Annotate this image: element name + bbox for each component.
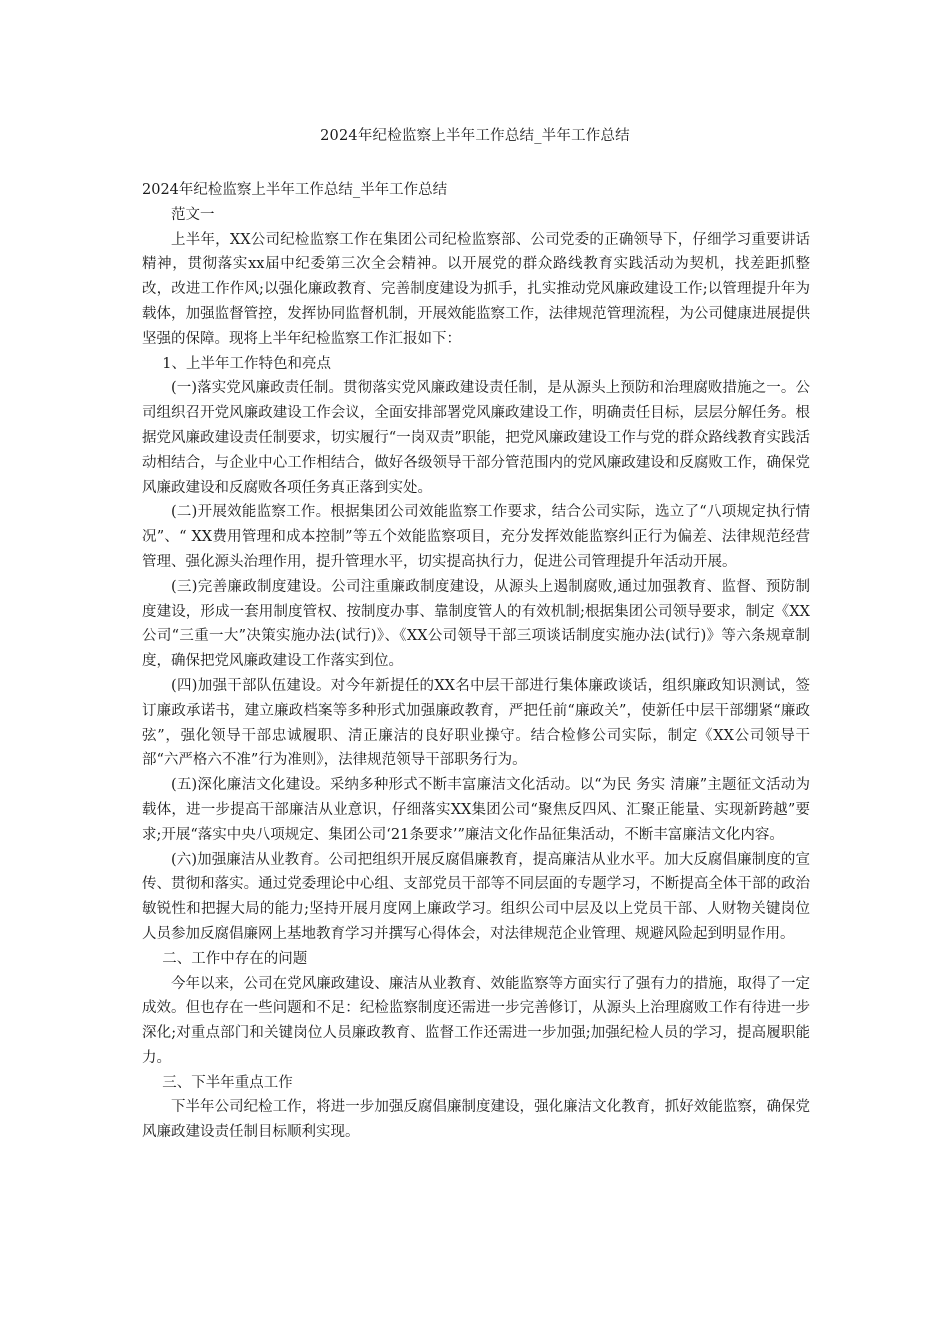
document-subtitle: 2024年纪检监察上半年工作总结_半年工作总结 <box>142 182 448 198</box>
document-title: 2024年纪检监察上半年工作总结_半年工作总结 <box>320 128 630 144</box>
paragraph-next-steps: 下半年公司纪检工作，将进一步加强反腐倡廉制度建设，强化廉洁文化教育，抓好效能监察，确保党风廉政建设责任制目标顺利实现。 <box>142 1099 810 1141</box>
paragraph-problems: 今年以来，公司在党风廉政建设、廉洁从业教育、效能监察等方面实行了强有力的措施，取得了一定成效。但也存在一些问题和不足：纪检监察制度还需进一步完善修订，从源头上治理腐败工作有待进一步深化;对重点部门和关键岗位人员廉政教育、监督工作还需进一步加强;加强纪检人员的学习，提高履职能力。 <box>142 975 810 1066</box>
paragraph-item-2: (二)开展效能监察工作。根据集团公司效能监察工作要求，结合公司实际，选立了“八项规定执行情况”、“ XX费用管理和成本控制”等五个效能监察项目，充分发挥效能监察纠正行为偏差、法律规范经营管理、强化源头治理作用，提升管理水平，切实提高执行力，促进公司管理提升年活动开展。 <box>142 504 810 570</box>
section-heading-2: 二、工作中存在的问题 <box>162 950 308 967</box>
paragraph-item-5: (五)深化廉洁文化建设。采纳多种形式不断丰富廉洁文化活动。以“为民 务实 清廉”主题征文活动为载体，进一步提高干部廉洁从业意识，仔细落实XX集团公司“聚焦反四风、汇聚正能量、实现新跨越”要求;开展“落实中央八项规定、集团公司‘21条要求’”廉洁文化作品征集活动，不断丰富廉洁文化内容。 <box>142 777 810 843</box>
paragraph-intro: 上半年，XX公司纪检监察工作在集团公司纪检监察部、公司党委的正确领导下，仔细学习重要讲话精神，贯彻落实xx届中纪委第三次全会精神。以开展党的群众路线教育实践活动为契机，找差距抓整改，改进工作作风;以强化廉政教育、完善制度建设为抓手，扎实推动党风廉政建设工作;以管理提升年为载体，加强监督管控，发挥协同监督机制，开展效能监察工作，法律规范管理流程，为公司健康进展提供坚强的保障。现将上半年纪检监察工作汇报如下： <box>142 231 810 347</box>
paragraph-item-6: (六)加强廉洁从业教育。公司把组织开展反腐倡廉教育，提高廉洁从业水平。加大反腐倡廉制度的宣传、贯彻和落实。通过党委理论中心组、支部党员干部等不同层面的专题学习，不断提高全体干部的政治敏锐性和把握大局的能力;坚持开展月度网上廉政学习。组织公司中层及以上党员干部、人财物关键岗位人员参加反腐倡廉网上基地教育学习并撰写心得体会，对法律规范企业管理、规避风险起到明显作用。 <box>142 851 810 942</box>
paragraph-item-4: (四)加强干部队伍建设。对今年新提任的XX名中层干部进行集体廉政谈话，组织廉政知识测试，签订廉政承诺书，建立廉政档案等多种形式加强廉政教育，严把任前“廉政关”，使新任中层干部绷紧“廉政弦”，强化领导干部忠诚履职、清正廉洁的良好职业操守。结合检修公司实际，制定《XX公司领导干部“六严格六不准”行为准则》，法律规范领导干部职务行为。 <box>142 677 810 769</box>
paragraph-item-1: (一)落实党风廉政责任制。贯彻落实党风廉政建设责任制，是从源头上预防和治理腐败措施之一。公司组织召开党风廉政建设工作会议，全面安排部署党风廉政建设工作，明确责任目标，层层分解任务。根据党风廉政建设责任制要求，切实履行“一岗双责”职能，把党风廉政建设工作与党的群众路线教育实践活动相结合，与企业中心工作相结合，做好各级领导干部分管范围内的党风廉政建设和反腐败工作，确保党风廉政建设和反腐败各项任务真正落到实处。 <box>142 380 810 496</box>
document-body <box>142 178 810 1145</box>
paragraph-item-3: (三)完善廉政制度建设。公司注重廉政制度建设，从源头上遏制腐败,通过加强教育、监督、预防制度建设，形成一套用制度管权、按制度办事、靠制度管人的有效机制;根据集团公司领导要求，制定《XX公司“三重一大”决策实施办法(试行)》、《XX公司领导干部三项谈话制度实施办法(试行)》等六条规章制度，确保把党风廉政建设工作落实到位。 <box>142 578 810 670</box>
section-heading-1: 1、上半年工作特色和亮点 <box>162 355 332 372</box>
section-heading-3: 三、下半年重点工作 <box>162 1074 293 1091</box>
sample-label: 范文一 <box>171 206 215 223</box>
